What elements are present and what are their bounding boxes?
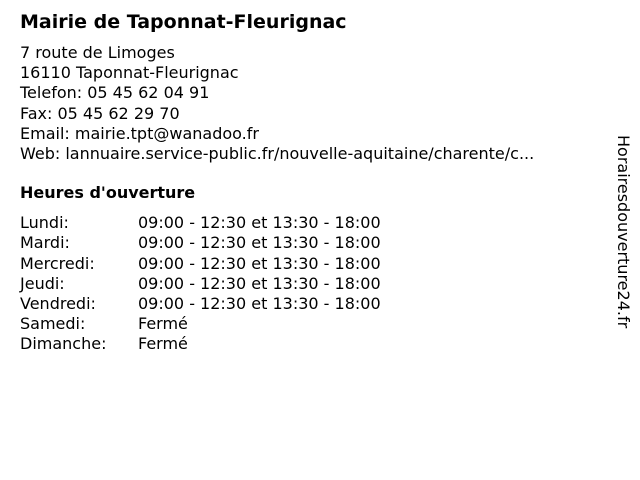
- day-label: Mercredi:: [20, 253, 95, 273]
- page-title: Mairie de Taponnat-Fleurignac: [20, 11, 347, 33]
- day-label: Samedi:: [20, 314, 86, 334]
- time-value: Fermé: [138, 314, 188, 334]
- phone-line: Telefon: 05 45 62 04 91: [20, 83, 210, 103]
- web-line: Web: lannuaire.service-public.fr/nouvelle-aquitaine/charente/c...: [20, 144, 535, 164]
- day-label: Dimanche:: [20, 334, 107, 354]
- hours-row-tuesday: [20, 233, 600, 253]
- business-card: [20, 10, 600, 355]
- address-line-city: 16110 Taponnat-Fleurignac: [20, 63, 239, 83]
- hours-row-saturday: [20, 314, 600, 334]
- hours-row-thursday: [20, 274, 600, 294]
- opening-hours-heading: Heures d'ouverture: [20, 183, 196, 203]
- hours-row-monday: [20, 213, 600, 233]
- time-value: 09:00 - 12:30 et 13:30 - 18:00: [138, 294, 381, 314]
- time-value: Fermé: [138, 334, 188, 354]
- hours-row-friday: [20, 294, 600, 314]
- time-value: 09:00 - 12:30 et 13:30 - 18:00: [138, 233, 381, 253]
- hours-row-sunday: [20, 334, 600, 354]
- day-label: Vendredi:: [20, 294, 96, 314]
- fax-line: Fax: 05 45 62 29 70: [20, 103, 180, 123]
- address-line-street: 7 route de Limoges: [20, 43, 175, 62]
- email-line: Email: mairie.tpt@wanadoo.fr: [20, 123, 259, 143]
- time-value: 09:00 - 12:30 et 13:30 - 18:00: [138, 253, 381, 273]
- time-value: 09:00 - 12:30 et 13:30 - 18:00: [138, 213, 381, 233]
- day-label: Lundi:: [20, 213, 69, 233]
- hours-row-wednesday: [20, 254, 600, 274]
- time-value: 09:00 - 12:30 et 13:30 - 18:00: [138, 273, 381, 293]
- day-label: Jeudi:: [20, 273, 65, 293]
- opening-hours-table: [20, 213, 600, 354]
- site-watermark: Horairesdouverture24.fr: [614, 135, 633, 329]
- day-label: Mardi:: [20, 233, 70, 253]
